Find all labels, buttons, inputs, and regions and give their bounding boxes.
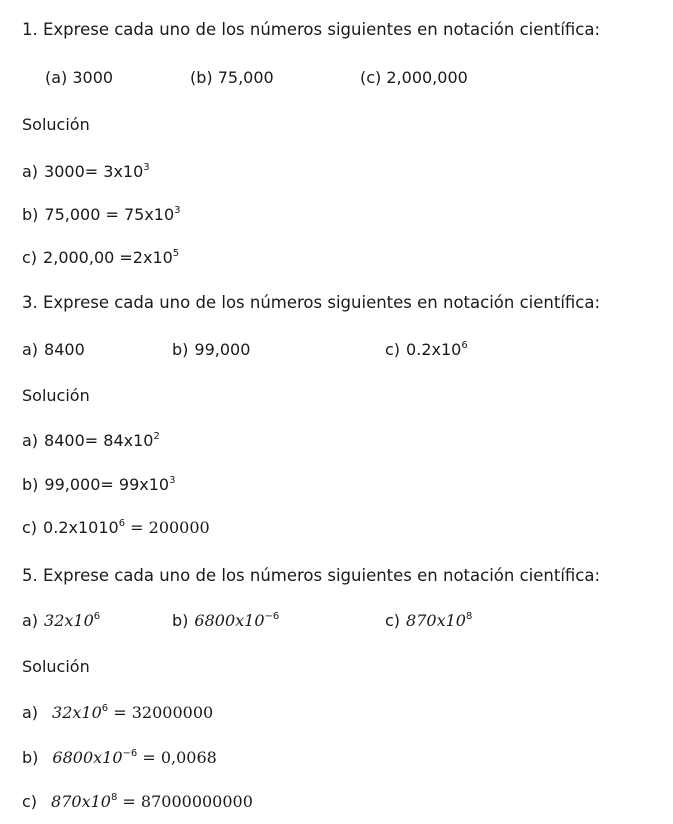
result: = 32000000 <box>108 703 214 722</box>
exponent: −6 <box>122 748 138 759</box>
problem-3-item-b <box>172 340 250 360</box>
expr: 32x10 <box>44 611 94 630</box>
problem-5-item-a <box>22 611 100 631</box>
problem-1-item-a: (a) 3000 <box>45 68 114 87</box>
exponent: −6 <box>264 611 280 622</box>
expr: 0.2x1010 <box>43 518 119 537</box>
exponent: 6 <box>461 340 468 351</box>
expr: 6800x10 <box>52 748 123 767</box>
expr: 99,000 <box>194 340 251 359</box>
exponent: 8 <box>465 611 473 622</box>
expr: 32x10 <box>52 703 102 722</box>
solution-1c <box>22 248 179 268</box>
exponent: 3 <box>169 475 176 486</box>
label: c) <box>385 340 401 359</box>
expr: 3000= 3x10 <box>44 162 144 181</box>
solution-heading: Solución <box>22 386 90 405</box>
exponent: 3 <box>143 162 150 173</box>
exponent: 8 <box>110 792 118 803</box>
problem-5-item-b <box>172 611 279 631</box>
exponent: 6 <box>118 518 126 529</box>
expr: 0.2x10 <box>406 340 462 359</box>
solution-heading: Solución <box>22 115 90 134</box>
solution-1a <box>22 162 150 182</box>
label: a) <box>22 340 39 359</box>
solution-5a <box>22 703 213 723</box>
result: = 200000 <box>125 518 210 537</box>
problem-1-item-c: (c) 2,000,000 <box>360 68 468 87</box>
problem-5-item-c <box>385 611 472 631</box>
expr: 870x10 <box>51 792 111 811</box>
problem-3-item-a <box>22 340 85 360</box>
label: c) <box>385 611 401 630</box>
solution-5b <box>22 748 217 768</box>
solution-3c <box>22 518 210 538</box>
label: b) <box>22 205 39 224</box>
label: b) <box>172 611 189 630</box>
label: a) <box>22 431 39 450</box>
label: c) <box>22 518 38 537</box>
expr: 99,000= 99x10 <box>44 475 170 494</box>
exponent: 3 <box>174 205 181 216</box>
exponent: 5 <box>172 248 180 259</box>
problem-3-item-c <box>385 340 468 360</box>
solution-3b <box>22 475 175 495</box>
result: = 87000000000 <box>117 792 253 811</box>
label: b) <box>172 340 189 359</box>
label: c) <box>22 792 38 811</box>
problem-3-title: 3. Exprese cada uno de los números siguientes en notación científica: <box>22 293 601 312</box>
expr: 8400 <box>44 340 85 359</box>
expr: 8400= 84x10 <box>44 431 154 450</box>
expr: 870x10 <box>406 611 466 630</box>
expr: 6800x10 <box>194 611 265 630</box>
label: a) <box>22 611 39 630</box>
exponent: 6 <box>101 703 109 714</box>
label: c) <box>22 248 38 267</box>
solution-3a <box>22 431 160 451</box>
problem-5-title: 5. Exprese cada uno de los números siguientes en notación científica: <box>22 566 601 585</box>
problem-1-item-b: (b) 75,000 <box>190 68 274 87</box>
result: = 0,0068 <box>137 748 217 767</box>
expr: 2,000,00 =2x10 <box>43 248 173 267</box>
exponent: 2 <box>153 431 160 442</box>
label: b) <box>22 748 39 767</box>
exponent: 6 <box>93 611 101 622</box>
label: a) <box>22 703 39 722</box>
label: a) <box>22 162 39 181</box>
expr: 75,000 = 75x10 <box>44 205 175 224</box>
problem-1-title: 1. Exprese cada uno de los números siguientes en notación científica: <box>22 20 601 39</box>
solution-1b <box>22 205 181 225</box>
solution-5c <box>22 792 253 812</box>
label: b) <box>22 475 39 494</box>
solution-heading: Solución <box>22 657 90 676</box>
